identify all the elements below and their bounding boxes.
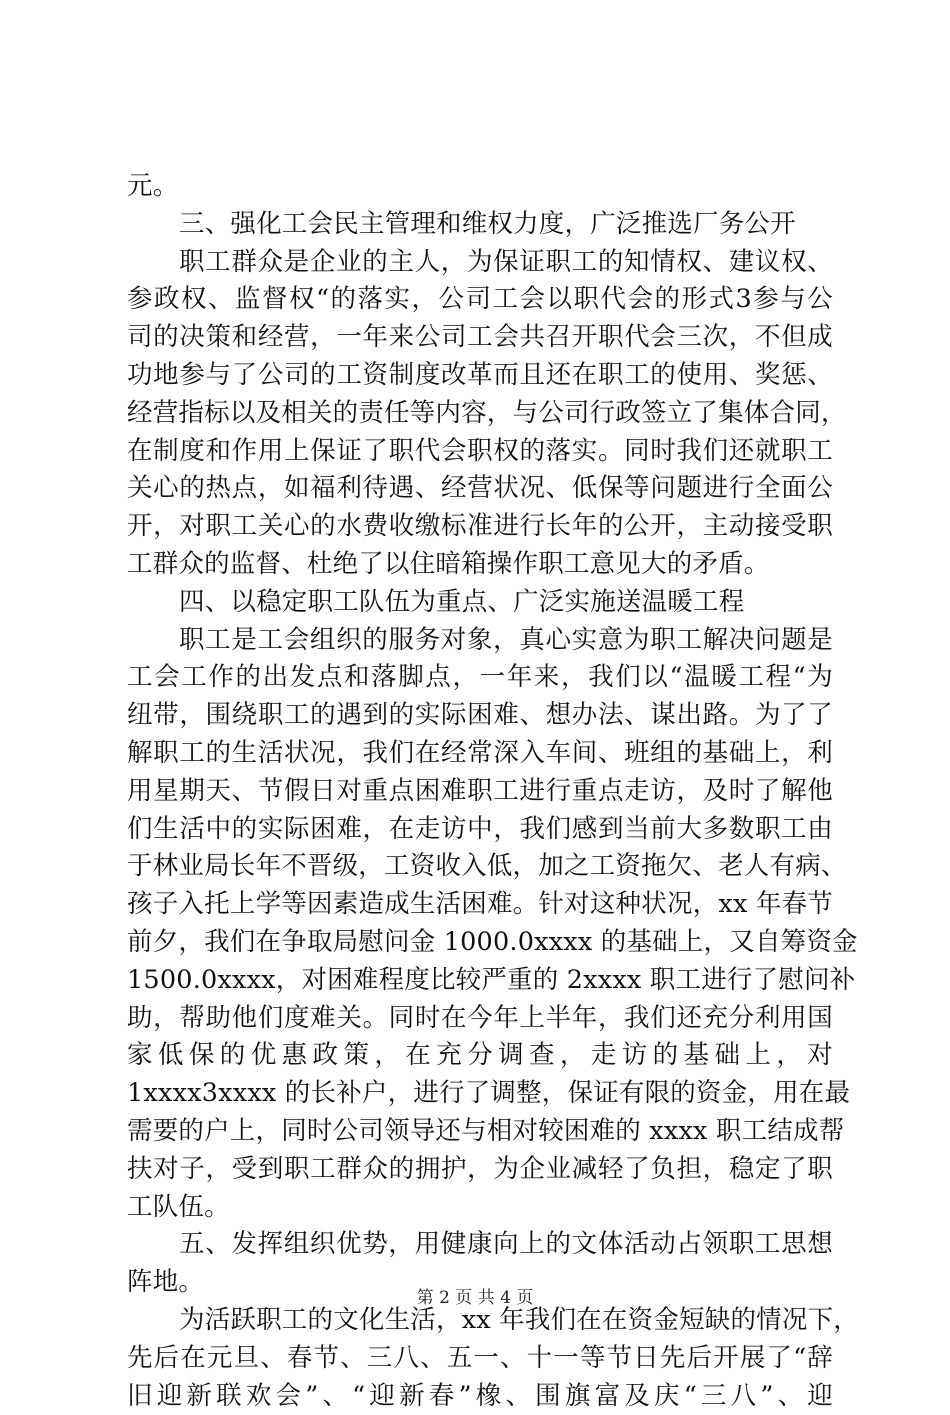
- text-line: 参政权、监督权“的落实，公司工会以职代会的形式3参与公: [127, 281, 833, 319]
- text-line: 五、发挥组织优势，用健康向上的文体活动占领职工思想: [127, 1226, 833, 1264]
- text-line: 工队伍。: [127, 1189, 833, 1227]
- text-line: 于林业局长年不晋级，工资收入低，加之工资拖欠、老人有病、: [127, 848, 833, 886]
- text-line: 司的决策和经营，一年来公司工会共召开职代会三次，不但成: [127, 319, 833, 357]
- text-line: 元。: [127, 168, 833, 206]
- text-line: 1xxxx3xxxx 的长补户，进行了调整，保证有限的资金，用在最: [127, 1075, 833, 1113]
- document-body: [127, 168, 833, 1415]
- text-line: 四、以稳定职工队伍为重点、广泛实施送温暖工程: [127, 584, 833, 622]
- text-line: 孩子入托上学等因素造成生活困难。针对这种状况，xx 年春节: [127, 886, 833, 924]
- text-line: 经营指标以及相关的责任等内容，与公司行政签立了集体合同，: [127, 395, 833, 433]
- text-line: 为活跃职工的文化生活，xx 年我们在在资金短缺的情况下，: [127, 1302, 833, 1340]
- text-line: 扶对子，受到职工群众的拥护，为企业减轻了负担，稳定了职: [127, 1151, 833, 1189]
- text-line: 需要的户上，同时公司领导还与相对较困难的 xxxx 职工结成帮: [127, 1113, 833, 1151]
- text-line: 职工是工会组织的服务对象，真心实意为职工解决问题是: [127, 622, 833, 660]
- text-line: 解职工的生活状况，我们在经常深入车间、班组的基础上，利: [127, 735, 833, 773]
- text-line: 前夕，我们在争取局慰问金 1000.0xxxx 的基础上，又自筹资金: [127, 924, 833, 962]
- text-line: 在制度和作用上保证了职代会职权的落实。同时我们还就职工: [127, 433, 833, 471]
- page-footer: 第 2 页 共 4 页: [0, 1287, 950, 1309]
- text-line: 家低保的优惠政策，在充分调查，走访的基础上，对: [127, 1037, 833, 1075]
- text-line: 三、强化工会民主管理和维权力度，广泛推选厂务公开: [127, 206, 833, 244]
- text-line: 关心的热点，如福利待遇、经营状况、低保等问题进行全面公: [127, 470, 833, 508]
- text-line: 用星期天、节假日对重点困难职工进行重点走访，及时了解他: [127, 773, 833, 811]
- text-line: 们生活中的实际困难，在走访中，我们感到当前大多数职工由: [127, 811, 833, 849]
- text-line: 先后在元旦、春节、三八、五一、十一等节日先后开展了“辞: [127, 1340, 833, 1378]
- text-line: 开，对职工关心的水费收缴标准进行长年的公开，主动接受职: [127, 508, 833, 546]
- text-line: 功地参与了公司的工资制度改革而且还在职工的使用、奖惩、: [127, 357, 833, 395]
- text-line: 职工群众是企业的主人，为保证职工的知情权、建议权、: [127, 244, 833, 282]
- text-line: 旧迎新联欢会”、“迎新春”橡、围旗富及庆“三八”、迎: [127, 1378, 833, 1415]
- text-line: 1500.0xxxx，对困难程度比较严重的 2xxxx 职工进行了慰问补: [127, 962, 833, 1000]
- text-line: 工群众的监督、杜绝了以住暗箱操作职工意见大的矛盾。: [127, 546, 833, 584]
- text-line: 助，帮助他们度难关。同时在今年上半年，我们还充分利用国: [127, 1000, 833, 1038]
- text-line: 纽带，围绕职工的遇到的实际困难、想办法、谋出路。为了了: [127, 697, 833, 735]
- text-line: 工会工作的出发点和落脚点，一年来，我们以“温暖工程“为: [127, 659, 833, 697]
- text-line: 阵地。: [127, 1264, 833, 1302]
